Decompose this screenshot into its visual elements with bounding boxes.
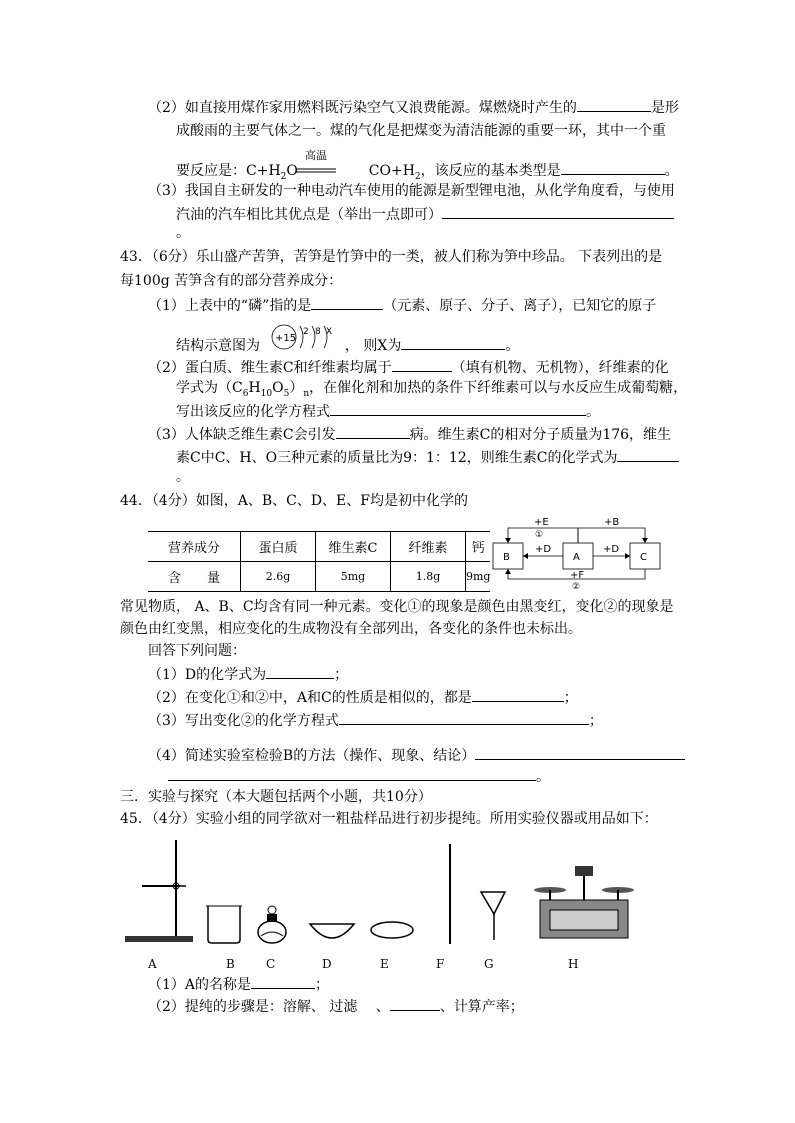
nutrition-table [148, 531, 490, 592]
q44-blank-property[interactable] [472, 687, 564, 702]
filter-paper-icon [371, 922, 413, 938]
label-plus-d2: +D [603, 544, 620, 555]
label-circle2: ② [572, 582, 581, 591]
q45-blank-a-name[interactable] [251, 974, 315, 989]
q45-blank-step[interactable] [390, 996, 440, 1011]
q42-p3-line1: （3）我国自主研发的一种电动汽车使用的能源是新型锂电池，从化学角度看，与使用 [148, 183, 675, 199]
q43-p3-line3: 。 [176, 469, 190, 485]
iron-stand-icon [125, 840, 193, 942]
q44-blank-method2[interactable] [168, 766, 536, 781]
q42-p2-line2: 成酸雨的主要气体之一。煤的气化是把煤变为清洁能源的重要一环，其中一个重 [176, 123, 666, 139]
q44-p4: （4）简述实验室检验B的方法（操作、现象、结论） [148, 745, 685, 765]
label-h: H [568, 957, 579, 971]
q43-intro-line2: 每100g 苦笋含有的部分营养成分： [120, 273, 343, 289]
label-g: G [484, 957, 494, 971]
table-cell: 1.8g [391, 562, 466, 592]
q43-p2-line2: 学式为$(C_6H_{10}O_5)_n$，在催化剂和加热的条件下纤维素可以与水反应生成葡萄糖， [176, 380, 688, 399]
q42-p2-line3: 要反应是：$C+H_2O$ $CO+H_2$，该反应的基本类型是 。 [176, 160, 679, 186]
reaction-condition-arrow: 高温 [296, 150, 336, 178]
q43-blank-equation[interactable] [330, 401, 586, 416]
q43-blank-x[interactable] [401, 335, 505, 350]
q45-p2: （2）提纯的步骤是：溶解、 过滤 、 、计算产率； [148, 996, 524, 1016]
q42-p2-line1: （2）如直接用煤作家用燃料既污染空气又浪费能源。煤燃烧时产生的 是形 [148, 97, 679, 117]
box-c-label: C [640, 552, 647, 563]
funnel-icon [481, 892, 505, 940]
table-header: 维生素C [316, 532, 391, 562]
q43-intro-line1: 43．（6分）乐山盛产苦笋，苦笋是竹笋中的一类，被人们称为笋中珍品。 下表列出的是 [120, 249, 663, 265]
q43-p1-line2: 结构示意图为 ， 则X为 。 [176, 335, 519, 355]
apparatus-illustration [120, 836, 640, 948]
q43-blank-disease[interactable] [336, 424, 410, 439]
table-row-label: 含 量 [148, 562, 241, 592]
balance-scale-icon [534, 866, 634, 938]
evaporating-dish-icon [310, 924, 354, 938]
q44-p4-line2: 。 [168, 766, 550, 786]
table-cell: 5mg [316, 562, 391, 592]
label-b: B [226, 957, 235, 971]
label-c: C [266, 957, 276, 971]
q45-p1: （1）A的名称是 ； [148, 974, 329, 994]
q43-blank-phosphorus[interactable] [311, 295, 383, 310]
q44-blank-equation[interactable] [339, 710, 589, 725]
label-d: D [322, 957, 332, 971]
atom-shell1: 2 [303, 327, 309, 337]
label-f: F [436, 957, 445, 971]
label-plus-e: +E [534, 517, 549, 528]
label-plus-f: +F [570, 570, 585, 581]
q43-blank-organic[interactable] [392, 357, 452, 372]
label-plus-d1: +D [535, 544, 552, 555]
label-circle1: ① [535, 530, 544, 540]
q44-blank-d[interactable] [266, 664, 334, 679]
q43-p3-line2: 素C中C、H、O三种元素的质量比为9：1：12，则维生素C的化学式为 [176, 447, 679, 467]
atom-shell3: X [326, 327, 333, 337]
beaker-icon [206, 906, 242, 943]
q43-p3-line1: （3）人体缺乏维生素C会引发 病。维生素C的相对分子质量为176，维生 [148, 424, 671, 444]
table-header: 蛋白质 [241, 532, 316, 562]
section3-heading: 三．实验与探究（本大题包括两个小题，共10分） [120, 789, 432, 805]
box-a-label: A [573, 552, 580, 563]
q44-p1: （1）D的化学式为 ； [148, 664, 348, 684]
q44-answer-prompt: 回答下列问题： [148, 643, 246, 659]
q42-blank-gas[interactable] [577, 97, 651, 112]
q43-p2-line3: 写出该反应的化学方程式 。 [176, 401, 600, 421]
equals-sign [296, 168, 336, 174]
atom-nucleus-label: +15 [275, 333, 297, 344]
q42-p3-line3: 。 [176, 225, 190, 241]
q43-blank-formula[interactable] [617, 447, 679, 462]
q44-p2: （2）在变化①和②中，A和C的性质是相似的，都是 ； [148, 687, 578, 707]
q42-p3-line2: 汽油的汽车相比其优点是（举出一点即可） [176, 204, 674, 224]
reaction-flow-diagram [490, 513, 665, 591]
table-cell: 9mg [466, 562, 491, 592]
table-row [148, 532, 490, 562]
q44-blank-method1[interactable] [475, 745, 685, 760]
q44-desc-line2: 颜色由红变黑，相应变化的生成物没有全部列出，各变化的条件也未标出。 [120, 621, 582, 637]
q42-blank-reaction-type[interactable] [561, 160, 665, 175]
table-header: 钙 [466, 532, 491, 562]
table-header: 纤维素 [391, 532, 466, 562]
table-cell: 2.6g [241, 562, 316, 592]
label-a: A [148, 957, 157, 971]
atom-shell2: 8 [315, 327, 321, 337]
q44-intro: 44．（4分）如图，A、B、C、D、E、F均是初中化学的 [120, 493, 468, 509]
label-plus-b: +B [604, 517, 620, 528]
alcohol-lamp-icon [258, 906, 286, 943]
q45-intro: 45．（4分）实验小组的同学欲对一粗盐样品进行初步提纯。所用实验仪器或用品如下： [120, 811, 658, 827]
q43-p2-line1: （2）蛋白质、维生素C和纤维素均属于 （填有机物、无机物），纤维素的化 [148, 357, 669, 377]
table-header: 营养成分 [148, 532, 241, 562]
box-b-label: B [503, 552, 510, 563]
label-e: E [380, 957, 389, 971]
q43-p1-line1: （1）上表中的“磷”指的是 （元素、原子、分子、离子），已知它的原子 [148, 295, 656, 315]
table-row [148, 562, 490, 592]
q44-desc-line1: 常见物质， A、B、C均含有同一种元素。变化①的现象是颜色由黑变红，变化②的现象是 [120, 599, 674, 615]
q44-p3: （3）写出变化②的化学方程式 ； [148, 710, 603, 730]
atom-structure-diagram [270, 320, 340, 354]
q42-blank-advantage[interactable] [442, 204, 674, 219]
